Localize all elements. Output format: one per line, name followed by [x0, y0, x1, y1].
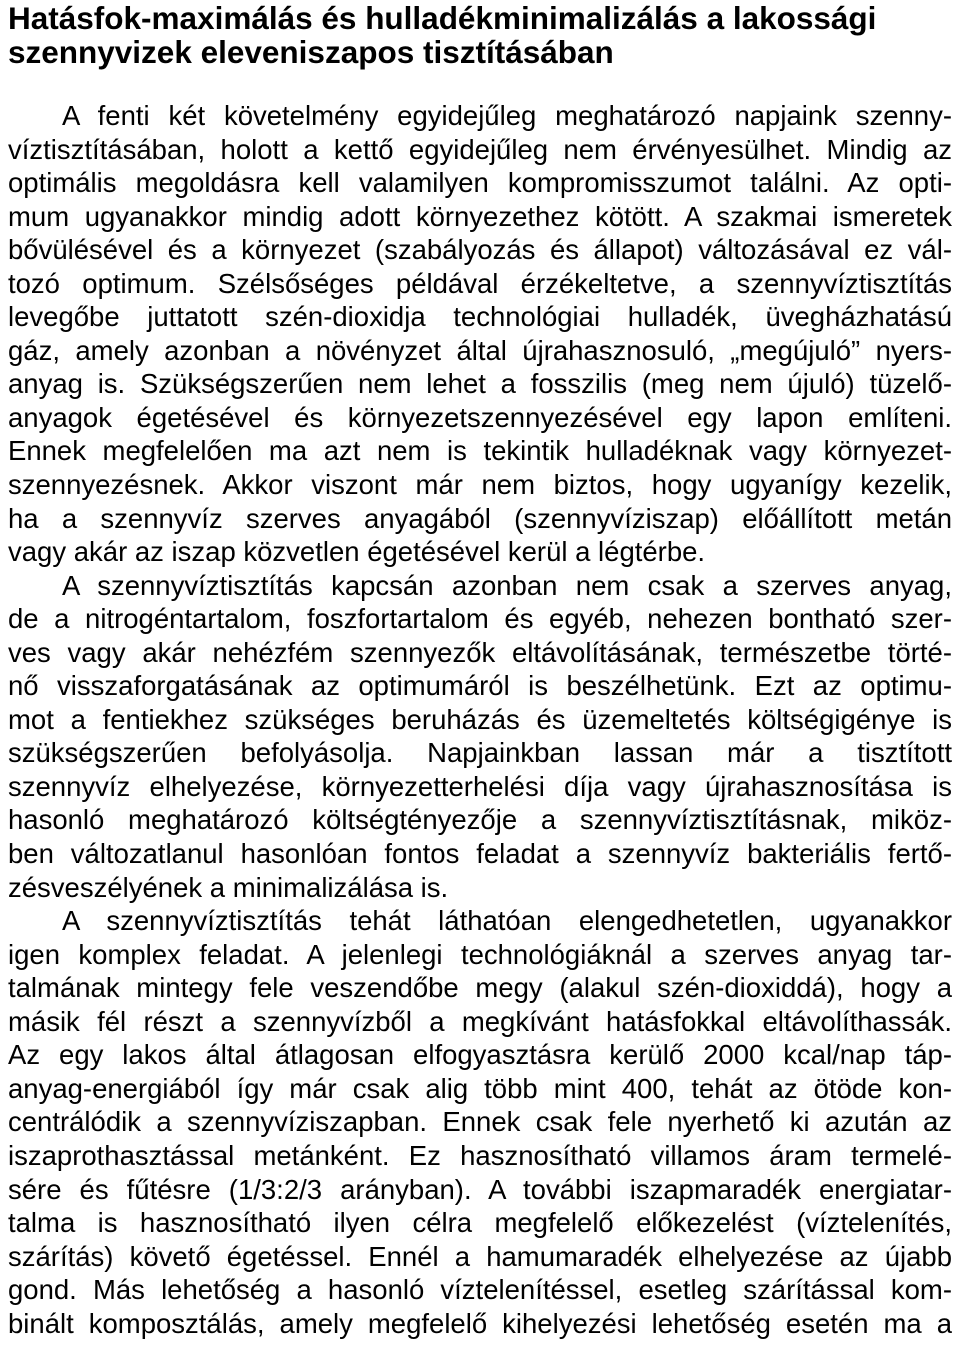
text-line: nő visszaforgatásának az optimumáról is beszélhetünk. Ezt az optimu- [8, 670, 952, 702]
title-line: Hatásfok-maximálás és hulladékminimalizálás a lakossági [8, 0, 877, 36]
text-line: zésveszélyének a minimalizálása is. [8, 871, 449, 903]
text-line: szükségszerűen befolyásolja. Napjainkban lassan már a tisztított [8, 737, 952, 769]
text-line: hasonló meghatározó költségtényezője a szennyvíztisztításnak, miköz- [8, 804, 952, 836]
text-line: iszaprothasztással metánként. Ez hasznosítható villamos áram termelé- [8, 1139, 952, 1171]
text-line: A fenti két követelmény egyidejűleg meghatározó napjaink szenny- [62, 100, 952, 131]
text-line: A szennyvíztisztítás kapcsán azonban nem csak a szerves anyag, [62, 569, 952, 601]
body-text [8, 99, 952, 1340]
text-line: mum ugyanakkor mindig adott környezethez kötött. A szakmai ismeretek [8, 200, 952, 232]
text-line: talma is hasznosítható ilyen célra megfelelő előkezelést (víztelenítés, [8, 1207, 952, 1239]
text-line: anyag is. Szükségszerűen nem lehet a fosszilis (meg nem újuló) tüzelő- [8, 368, 952, 400]
text-line: szárítás) követő égetéssel. Ennél a hamumaradék elhelyezése az újabb [8, 1240, 952, 1272]
text-line: igen komplex feladat. A jelenlegi technológiáknál a szerves anyag tar- [8, 938, 952, 970]
text-line: mot a fentiekhez szükséges beruházás és üzemeltetés költségigénye is [8, 703, 952, 735]
text-line: Az egy lakos által átlagosan elfogyasztásra kerülő 2000 kcal/nap táp- [8, 1039, 952, 1071]
text-line: gond. Más lehetőség a hasonló víztelenítéssel, esetleg szárítással kom- [8, 1274, 952, 1306]
document-page [8, 0, 952, 1351]
text-line: ben változatlanul hasonlóan fontos feladat a szennyvíz bakteriális fertő- [8, 838, 952, 870]
text-line: anyagok égetésével és környezetszennyezésével egy lapon említeni. [8, 401, 952, 433]
text-line: szennyvíz elhelyezése, környezetterhelési díja vagy újrahasznosítása is [8, 770, 952, 802]
document-title [8, 1, 952, 69]
text-line: sére és fűtésre (1/3:2/3 arányban). A további iszapmaradék energiatar- [8, 1173, 952, 1205]
text-line: talmának mintegy fele veszendőbe megy (alakul szén-dioxiddá), hogy a [8, 972, 952, 1004]
text-line: ha a szennyvíz szerves anyagából (szennyvíziszap) előállított metán [8, 502, 952, 534]
text-line: szennyezésnek. Akkor viszont már nem biztos, hogy ugyanígy kezelik, [8, 469, 952, 501]
text-line: anyag-energiából így már csak alig több mint 400, tehát az ötöde kon- [8, 1072, 952, 1104]
text-line: gáz, amely azonban a növényzet által újrahasznosuló, „megújuló” nyers- [8, 334, 952, 366]
paragraph [8, 569, 952, 904]
title-line: szennyvizek eleveniszapos tisztításában [8, 34, 614, 70]
paragraph [8, 99, 952, 569]
paragraph [8, 904, 952, 1340]
text-line: tozó optimum. Szélsőséges példával érzékeltetve, a szennyvíztisztítás [8, 267, 952, 299]
text-line: Ennek megfelelően ma azt nem is tekintik hulladéknak vagy környezet- [8, 435, 952, 467]
text-line: víztisztításában, holott a kettő egyidejűleg nem érvényesülhet. Mindig az [8, 133, 952, 165]
text-line: binált komposztálás, amely megfelelő kihelyezési lehetőség esetén ma a [8, 1307, 952, 1339]
text-line: vagy akár az iszap közvetlen égetésével kerül a légtérbe. [8, 536, 706, 568]
text-line: bővülésével és a környezet (szabályozás és állapot) változásával ez vál- [8, 234, 952, 266]
text-line: levegőbe juttatott szén-dioxidja technológiai hulladék, üvegházhatású [8, 301, 952, 333]
text-line: de a nitrogéntartalom, foszfortartalom és egyéb, nehezen bontható szer- [8, 603, 952, 635]
text-line: másik fél részt a szennyvízből a megkívánt hatásfokkal eltávolíthassák. [8, 1005, 952, 1037]
text-line: optimális megoldásra kell valamilyen kompromisszumot találni. Az opti- [8, 167, 952, 199]
text-line: centrálódik a szennyvíziszapban. Ennek csak fele nyerhető ki azután az [8, 1106, 952, 1138]
text-line: A szennyvíztisztítás tehát láthatóan elengedhetetlen, ugyanakkor [62, 905, 952, 937]
text-line: ves vagy akár nehézfém szennyezők eltávolításának, természetbe törté- [8, 636, 952, 668]
